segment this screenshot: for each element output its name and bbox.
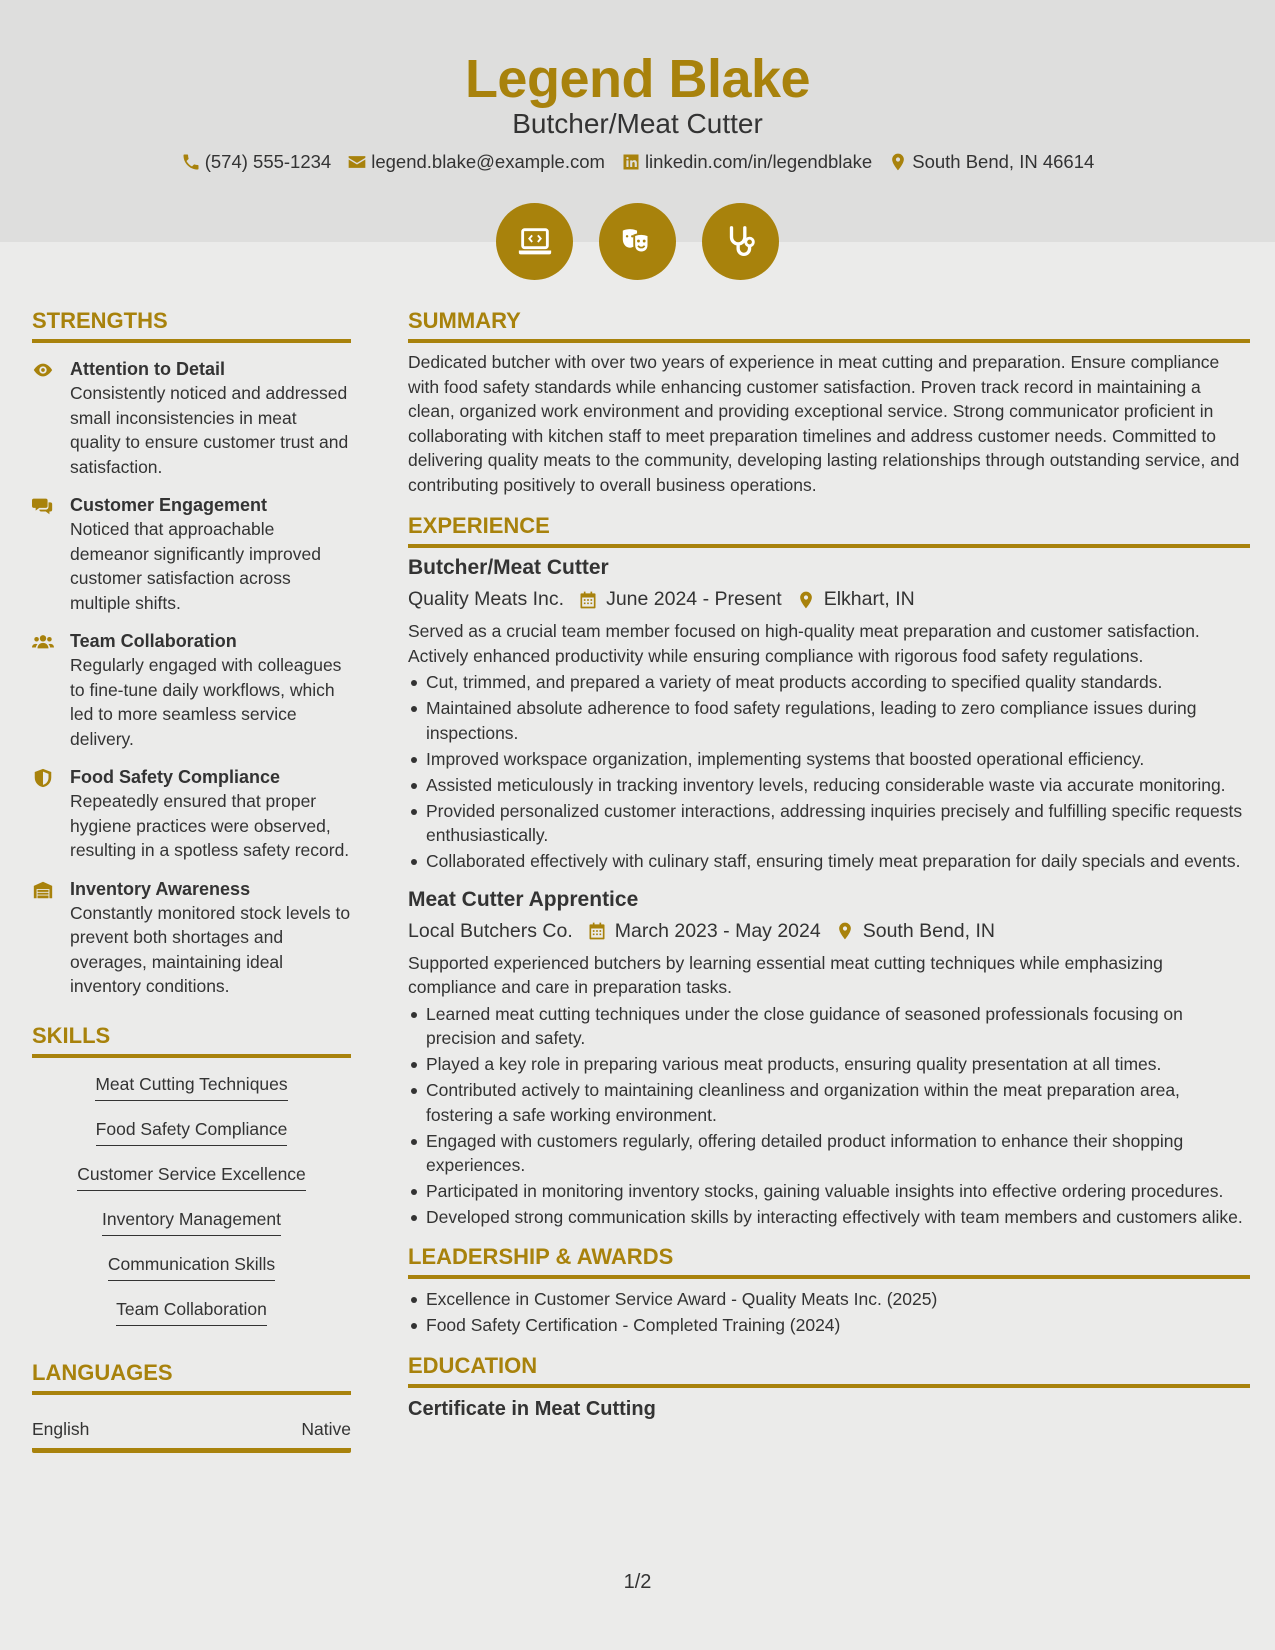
candidate-title: Butcher/Meat Cutter	[512, 108, 763, 139]
language-name: English	[32, 1418, 90, 1439]
list-item: Engaged with customers regularly, offering detailed product information to enhance their shopping experiences.	[408, 1129, 1250, 1178]
skill-item: Inventory Management	[102, 1205, 281, 1236]
list-item: Contributed actively to maintaining cleanliness and organization within the meat preparation area, fostering a safe working environment.	[408, 1078, 1250, 1127]
list-item: Maintained absolute adherence to food safety regulations, leading to zero compliance issues during inspections.	[408, 696, 1250, 745]
list-item: Cut, trimmed, and prepared a variety of meat products according to specified quality standards.	[408, 670, 1250, 695]
strength-item	[32, 877, 351, 999]
skill-item: Food Safety Compliance	[96, 1115, 288, 1146]
job-entry	[408, 556, 1250, 874]
job-location: Elkhart, IN	[823, 588, 915, 610]
email-text[interactable]: legend.blake@example.com	[371, 151, 605, 172]
eye-icon	[32, 359, 54, 381]
list-item: Improved workspace organization, implementing systems that boosted operational efficiency.	[408, 747, 1250, 772]
users-icon	[32, 631, 54, 653]
strength-desc: Noticed that approachable demeanor significantly improved customer satisfaction across multiple shifts.	[70, 519, 321, 613]
skills-heading: SKILLS	[32, 1023, 351, 1058]
strength-desc: Repeatedly ensured that proper hygiene practices were observed, resulting in a spotless safety record.	[70, 791, 350, 860]
list-item: Participated in monitoring inventory stocks, gaining valuable insights into effective ordering procedures.	[408, 1179, 1250, 1204]
shield-icon	[32, 767, 54, 789]
experience-heading: EXPERIENCE	[408, 513, 1250, 548]
badge-row	[0, 203, 1275, 280]
strength-name: Attention to Detail	[70, 359, 225, 379]
laptop-code-icon	[496, 203, 573, 280]
awards-heading: LEADERSHIP & AWARDS	[408, 1244, 1250, 1279]
strength-name: Food Safety Compliance	[70, 767, 281, 787]
job-meta	[408, 920, 1250, 943]
phone-icon	[181, 152, 201, 172]
strength-item	[32, 357, 351, 479]
list-item: Assisted meticulously in tracking inventory levels, reducing considerable waste via accurate monitoring.	[408, 773, 1250, 798]
right-column	[408, 308, 1250, 1421]
calendar-icon	[578, 590, 598, 610]
strength-name: Inventory Awareness	[70, 878, 251, 899]
list-item: Played a key role in preparing various meat products, ensuring quality presentation at all times.	[408, 1052, 1250, 1077]
strength-item	[32, 629, 351, 751]
skill-item: Meat Cutting Techniques	[95, 1070, 287, 1101]
list-item: Provided personalized customer interactions, addressing inquiries precisely and fulfilling specific requests enthusiastically.	[408, 799, 1250, 848]
job-title: Meat Cutter Apprentice	[408, 887, 639, 911]
strength-desc: Constantly monitored stock levels to prevent both shortages and overages, maintaining ideal inventory conditions.	[70, 902, 351, 996]
calendar-icon	[587, 921, 607, 941]
language-level: Native	[301, 1418, 351, 1439]
comments-icon	[32, 495, 54, 517]
phone-text: (574) 555-1234	[204, 151, 332, 172]
job-company: Quality Meats Inc.	[408, 588, 565, 610]
job-description: Served as a crucial team member focused on high-quality meat preparation and customer satisfaction. Actively enhanced productivity while ensuring compliance with rigorous food safety regulations.	[408, 621, 1200, 666]
strength-name: Customer Engagement	[70, 495, 268, 515]
list-item: Excellence in Customer Service Award - Quality Meats Inc. (2025)	[408, 1287, 1250, 1312]
job-company: Local Butchers Co.	[408, 919, 573, 942]
education-title: Certificate in Meat Cutting	[408, 1398, 656, 1420]
page-indicator: 1/2	[623, 1571, 652, 1593]
languages-heading: LANGUAGES	[32, 1360, 351, 1395]
map-pin-icon	[888, 152, 908, 172]
stethoscope-icon	[702, 203, 779, 280]
awards-list	[408, 1287, 1250, 1338]
job-dates: June 2024 - Present	[606, 588, 782, 610]
job-description: Supported experienced butchers by learning essential meat cutting techniques while emphasizing compliance and care in preparation tasks.	[408, 952, 1163, 997]
contact-bar	[0, 151, 1275, 173]
map-pin-icon	[796, 590, 816, 610]
strength-item	[32, 765, 351, 863]
strength-desc: Regularly engaged with colleagues to fine-tune daily workflows, which led to more seamless service delivery.	[70, 655, 342, 749]
skill-item: Communication Skills	[108, 1250, 275, 1281]
masks-theater-icon	[599, 203, 676, 280]
strength-name: Team Collaboration	[70, 631, 237, 651]
contact-email[interactable]	[347, 151, 605, 173]
list-item: Food Safety Certification - Completed Training (2024)	[408, 1313, 1250, 1338]
candidate-name: Legend Blake	[464, 49, 811, 109]
summary-heading: SUMMARY	[408, 308, 1250, 343]
job-title: Butcher/Meat Cutter	[408, 556, 609, 579]
list-item: Developed strong communication skills by interacting effectively with team members and customers alike.	[408, 1205, 1250, 1230]
strengths-heading: STRENGTHS	[32, 308, 351, 343]
job-bullets	[408, 670, 1250, 874]
job-meta	[408, 588, 1250, 611]
language-row	[32, 1419, 351, 1453]
job-dates: March 2023 - May 2024	[614, 919, 821, 942]
job-bullets	[408, 1002, 1250, 1230]
map-pin-icon	[835, 921, 855, 941]
left-column	[32, 308, 351, 1453]
list-item: Collaborated effectively with culinary staff, ensuring timely meat preparation for daily specials and events.	[408, 849, 1250, 874]
location-text: South Bend, IN 46614	[912, 151, 1095, 172]
envelope-icon	[347, 152, 367, 172]
summary-text: Dedicated butcher with over two years of experience in meat cutting and preparation. Ensure compliance with food safety standards while enhancing customer satisfaction. Proven track record in maintaining a clean, organized work environment and providing exceptional service. Strong communicator proficient in collaborating with kitchen staff to meet preparation timelines and address customer needs. Committed to delivering quality meats to the community, developing lasting relationships through outstanding service, and contributing positively to overall business operations.	[408, 352, 1240, 495]
skills-list	[32, 1070, 351, 1340]
contact-phone	[181, 151, 332, 173]
strength-desc: Consistently noticed and addressed small inconsistencies in meat quality to ensure customer trust and satisfaction.	[70, 383, 349, 477]
list-item: Learned meat cutting techniques under the close guidance of seasoned professionals focusing on precision and safety.	[408, 1002, 1250, 1051]
education-heading: EDUCATION	[408, 1353, 1250, 1388]
warehouse-icon	[32, 879, 54, 901]
skill-item: Team Collaboration	[116, 1295, 267, 1326]
contact-location	[888, 151, 1094, 173]
job-location: South Bend, IN	[862, 919, 995, 942]
linkedin-icon	[621, 152, 641, 172]
contact-linkedin[interactable]	[621, 151, 872, 173]
job-entry	[408, 888, 1250, 1230]
strength-item	[32, 493, 351, 615]
linkedin-text[interactable]: linkedin.com/in/legendblake	[644, 151, 873, 172]
skill-item: Customer Service Excellence	[77, 1160, 306, 1191]
